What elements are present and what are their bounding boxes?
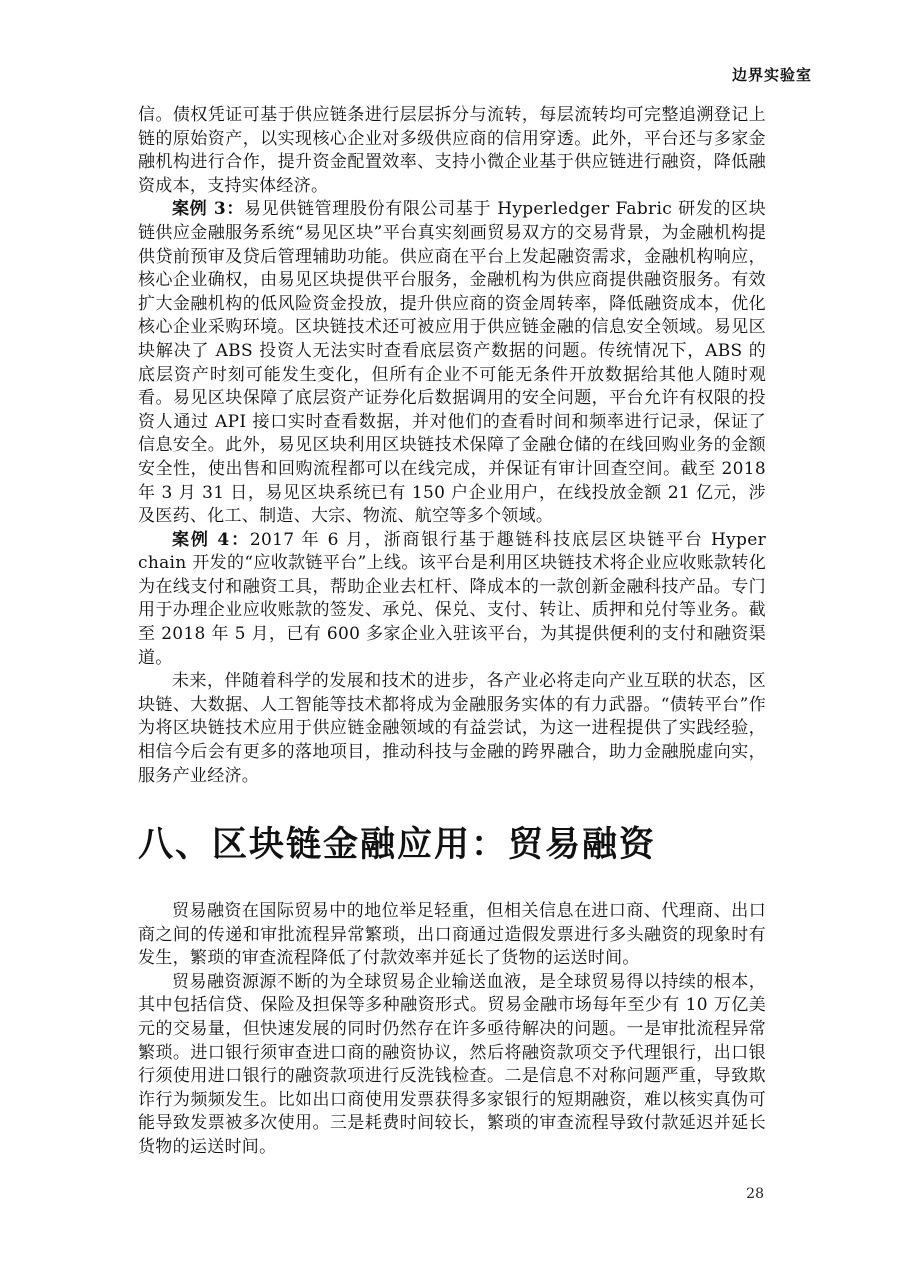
paragraph-continuation: 信。债权凭证可基于供应链条进行层层拆分与流转，每层流转均可完整追溯登记上链的原始资产，以实现核心企业对多级供应商的信用穿透。此外，平台还与多家金融机构进行合作，提升资金配置效率、支持小微企业基于供应链进行融资，降低融资成本，支持实体经济。 [138, 105, 766, 196]
section-heading: 八、区块链金融应用：贸易融资 [138, 825, 657, 865]
paragraph-trade-finance-2: 贸易融资源源不断的为全球贸易企业输送血液，是全球贸易得以持续的根本，其中包括信贷、保险及担保等多种融资形式。贸易金融市场每年至少有 10 万亿美元的交易量，但快速发展的同时仍然存在许多亟待解决的问题。一是审批流程异常繁琐。进口银行须审查进口商的融资协议，然后将融资款项交予代理银行，出口银行须使用进口银行的融资款项进行反洗钱检查。二是信息不对称问题严重，导致欺诈行为频频发生。比如出口商使用发票获得多家银行的短期融资，难以核实真伪可能导致发票被多次使用。三是耗费时间较长，繁琐的审查流程导致付款延迟并延长货物的运送时间。 [138, 971, 766, 1157]
paragraph-future: 未来，伴随着科学的发展和技术的进步，各产业必将走向产业互联的状态，区块链、大数据、人工智能等技术都将成为金融服务实体的有力武器。“债转平台”作为将区块链技术应用于供应链金融领域的有益尝试，为这一进程提供了实践经验，相信今后会有更多的落地项目，推动科技与金融的跨界融合，助力金融脱虚向实，服务产业经济。 [138, 671, 766, 786]
paragraph-case-3 [138, 198, 766, 528]
case-3-label: 案例 3： [172, 199, 245, 220]
case-3-text: 易见供链管理股份有限公司基于 Hyperledger Fabric 研发的区块链供应金融服务系统“易见区块”平台真实刻画贸易双方的交易背景，为金融机构提供贷前预审及贷后管理辅助功能。供应商在平台上发起融资需求，金融机构响应，核心企业确权，由易见区块提供平台服务，金融机构为供应商提供融资服务。有效扩大金融机构的低风险资金投放，提升供应商的资金周转率，降低融资成本，优化核心企业采购环境。区块链技术还可被应用于供应链金融的信息安全领域。易见区块解决了 ABS 投资人无法实时查看底层资产数据的问题。传统情况下，ABS 的底层资产时刻可能发生变化，但所有企业不可能无条件开放数据给其他人随时观看。易见区块保障了底层资产证券化后数据调用的安全问题，平台允许有权限的投资人通过 API 接口实时查看数据，并对他们的查看时间和频率进行记录，保证了信息安全。此外，易见区块利用区块链技术保障了金融仓储的在线回购业务的金额安全性，使出售和回购流程都可以在线完成，并保证有审计回查空间。截至 2018 年 3 月 31 日，易见区块系统已有 150 户企业用户，在线投放金额 21 亿元，涉及医药、化工、制造、大宗、物流、航空等多个领域。 [138, 199, 766, 527]
body-text-section-8 [138, 900, 766, 1160]
page-number: 28 [746, 1186, 764, 1202]
case-4-text: 2017 年 6 月，浙商银行基于趣链科技底层区块链平台 Hyper chain 开发的“应收款链平台”上线。该平台是利用区块链技术将企业应收账款转化为在线支付和融资工具，帮助企业去杠杆、降成本的一款创新金融科技产品。专门用于办理企业应收账款的签发、承兑、保兑、支付、转让、质押和兑付等业务。截至 2018 年 5 月，已有 600 多家企业入驻该平台，为其提供便利的支付和融资渠道。 [138, 529, 766, 668]
paragraph-trade-finance-1: 贸易融资在国际贸易中的地位举足轻重，但相关信息在进口商、代理商、出口商之间的传递和审批流程异常繁琐，出口商通过造假发票进行多头融资的现象时有发生，繁琐的审查流程降低了付款效率并延长了货物的运送时间。 [138, 901, 766, 969]
publisher-logo: 边界实验室 [731, 66, 812, 84]
paragraph-case-4 [138, 529, 766, 671]
case-4-label: 案例 4： [172, 529, 250, 550]
body-text-top [138, 104, 766, 788]
